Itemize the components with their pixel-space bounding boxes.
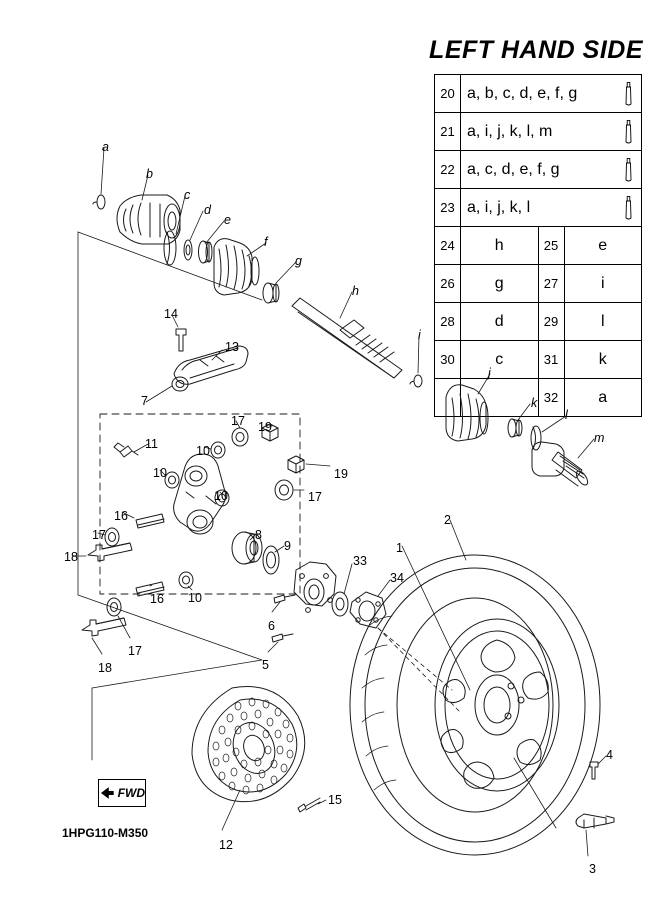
callout-j: j — [488, 366, 491, 380]
legend-index: 20 — [435, 75, 461, 112]
callout-l: l — [565, 408, 568, 422]
callout-e: e — [224, 213, 231, 227]
legend-index: 32 — [539, 379, 565, 416]
callout-5: 5 — [262, 658, 269, 672]
callout-10d: 10 — [188, 591, 202, 605]
legend-value: c — [461, 341, 539, 378]
callout-34: 34 — [390, 571, 404, 585]
callout-10a: 10 — [196, 444, 210, 458]
legend-index: 23 — [435, 189, 461, 226]
legend-index: 26 — [435, 265, 461, 302]
legend-index: 30 — [435, 341, 461, 378]
callout-d: d — [204, 203, 211, 217]
legend-index: 31 — [539, 341, 565, 378]
left-arrow-icon — [99, 786, 115, 800]
callout-16a: 16 — [114, 509, 128, 523]
callout-7: 7 — [141, 394, 148, 408]
legend-value: d — [461, 303, 539, 340]
callout-a-left: a — [102, 140, 109, 154]
callout-17c: 17 — [92, 528, 106, 542]
callout-18a: 18 — [64, 550, 78, 564]
legend-value: i — [600, 274, 605, 292]
callout-f: f — [264, 235, 268, 249]
legend-value-text: a, c, d, e, f, g — [467, 160, 560, 178]
legend-index: 29 — [539, 303, 565, 340]
legend-index: 25 — [539, 227, 565, 264]
callout-15: 15 — [328, 793, 342, 807]
page-title: LEFT HAND SIDE — [429, 36, 643, 64]
callout-c: c — [184, 188, 191, 202]
callout-2: 2 — [444, 513, 451, 527]
fwd-label: FWD — [117, 786, 145, 800]
legend-index: 24 — [435, 227, 461, 264]
callout-b: b — [146, 167, 153, 181]
fwd-indicator — [98, 779, 146, 807]
callout-6: 6 — [268, 619, 275, 633]
callout-1: 1 — [396, 541, 403, 555]
part-number: 1HPG110-M350 — [62, 826, 149, 840]
legend-value: e — [598, 236, 608, 254]
callout-11: 11 — [145, 437, 158, 451]
legend-value: h — [461, 227, 539, 264]
legend-value: a — [598, 388, 608, 406]
legend-index: 28 — [435, 303, 461, 340]
legend-index: 22 — [435, 151, 461, 188]
callout-17d: 17 — [128, 644, 142, 658]
callout-m: m — [594, 431, 605, 445]
callout-h: h — [352, 284, 359, 298]
callout-17a: 17 — [231, 414, 245, 428]
callout-19a: 19 — [258, 420, 272, 434]
callout-18b: 18 — [98, 661, 112, 675]
callout-12: 12 — [219, 838, 233, 852]
legend-value: k — [598, 350, 607, 368]
callout-3: 3 — [589, 862, 596, 876]
legend-value-text: a, b, c, d, e, f, g — [467, 84, 578, 102]
callout-33: 33 — [353, 554, 367, 568]
legend-value-text: a, i, j, k, l, m — [467, 122, 553, 140]
legend-value: l — [600, 312, 605, 330]
callout-19b: 19 — [334, 467, 348, 481]
callout-9: 9 — [284, 539, 291, 553]
callout-13: 13 — [225, 340, 239, 354]
callout-10b: 10 — [153, 466, 167, 480]
callout-10c: 10 — [214, 489, 228, 503]
callout-4: 4 — [606, 748, 613, 762]
legend-index: 27 — [539, 265, 565, 302]
legend-value: g — [461, 265, 539, 302]
callout-16b: 16 — [150, 592, 164, 606]
callout-g: g — [295, 254, 302, 268]
callout-i: i — [418, 328, 421, 342]
callout-8: 8 — [255, 528, 262, 542]
legend-value-text: a, i, j, k, l — [467, 198, 531, 216]
callout-14: 14 — [164, 307, 178, 321]
callout-k: k — [531, 396, 538, 410]
callout-17b: 17 — [308, 490, 322, 504]
legend-index: 21 — [435, 113, 461, 150]
